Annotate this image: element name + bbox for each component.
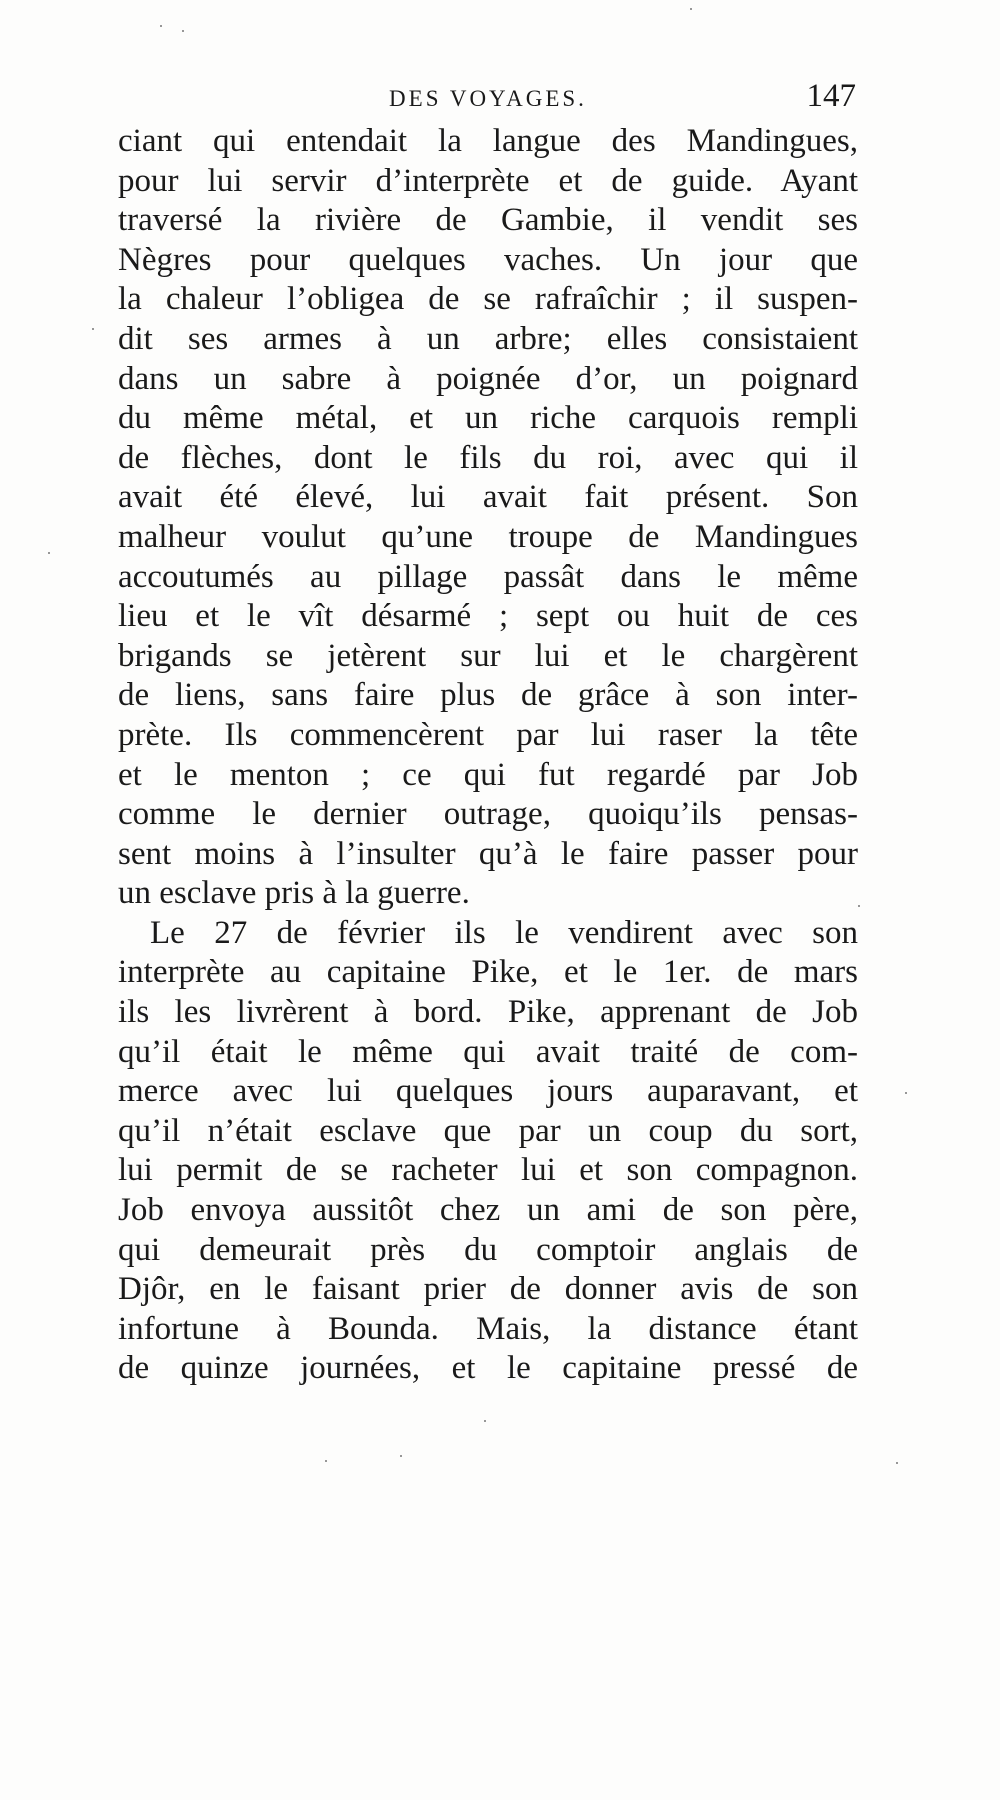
- text-line: Nègres pour quelques vaches. Un jour que: [118, 241, 858, 278]
- text-line: de liens, sans faire plus de grâce à son inter-: [118, 677, 858, 714]
- paper-speck: [325, 1460, 327, 1462]
- text-line: Job envoya aussitôt chez un ami de son père,: [118, 1192, 858, 1229]
- text-line: malheur voulut qu’une troupe de Mandingues: [118, 518, 858, 555]
- text-line: sent moins à l’insulter qu’à le faire passer pour: [118, 835, 858, 872]
- text-line: dans un sabre à poignée d’or, un poignard: [118, 360, 858, 397]
- text-line: traversé la rivière de Gambie, il vendit ses: [118, 202, 858, 239]
- paper-speck: [48, 552, 50, 554]
- paper-speck: [160, 25, 162, 27]
- body-text: [118, 122, 858, 1389]
- text-line: pour lui servir d’interprète et de guide. Ayant: [118, 162, 858, 199]
- paper-speck: [484, 1420, 486, 1422]
- paper-speck: [896, 1462, 898, 1464]
- text-line: merce avec lui quelques jours auparavant, et: [118, 1073, 858, 1110]
- text-line: ciant qui entendait la langue des Mandingues,: [118, 123, 858, 159]
- text-line: de quinze journées, et le capitaine pressé de: [118, 1350, 858, 1387]
- text-line: comme le dernier outrage, quoiqu’ils pensas-: [118, 796, 858, 833]
- text-line: prète. Ils commencèrent par lui raser la tête: [118, 716, 858, 753]
- running-head: [118, 78, 858, 118]
- text-line: la chaleur l’obligea de se rafraîchir ; il suspen-: [118, 281, 858, 318]
- running-title: DES VOYAGES.: [389, 86, 587, 111]
- paper-speck: [400, 1455, 402, 1457]
- text-line: brigands se jetèrent sur lui et le chargèrent: [118, 637, 858, 674]
- text-line: interprète au capitaine Pike, et le 1er. de mars: [118, 954, 858, 991]
- text-line: du même métal, et un riche carquois rempli: [118, 400, 858, 437]
- text-line: et le menton ; ce qui fut regardé par Job: [118, 756, 858, 793]
- text-line: qu’il n’était esclave que par un coup du sort,: [118, 1112, 858, 1149]
- text-line: lieu et le vît désarmé ; sept ou huit de ces: [118, 598, 858, 635]
- text-line: qu’il était le même qui avait traité de com-: [118, 1033, 858, 1070]
- text-line: accoutumés au pillage passât dans le même: [118, 558, 858, 595]
- paper-speck: [905, 1092, 907, 1094]
- text-line: dit ses armes à un arbre; elles consistaient: [118, 320, 858, 357]
- paper-speck: [690, 8, 692, 10]
- page-number: 147: [806, 78, 856, 114]
- text-line: ils les livrèrent à bord. Pike, apprenant de Job: [118, 994, 858, 1031]
- text-line: lui permit de se racheter lui et son compagnon.: [118, 1152, 858, 1189]
- paper-speck: [858, 905, 860, 907]
- paper-speck: [92, 328, 94, 330]
- text-line: Le 27 de février ils le vendirent avec son: [150, 914, 858, 951]
- text-line: un esclave pris à la guerre.: [118, 875, 470, 912]
- text-line: avait été élevé, lui avait fait présent. Son: [118, 479, 858, 516]
- text-line: qui demeurait près du comptoir anglais de: [118, 1231, 858, 1268]
- text-line: Djôr, en le faisant prier de donner avis de son: [118, 1271, 858, 1308]
- text-line: infortune à Bounda. Mais, la distance étant: [118, 1310, 858, 1347]
- paper-speck: [182, 30, 184, 32]
- text-line: de flèches, dont le fils du roi, avec qui il: [118, 439, 858, 476]
